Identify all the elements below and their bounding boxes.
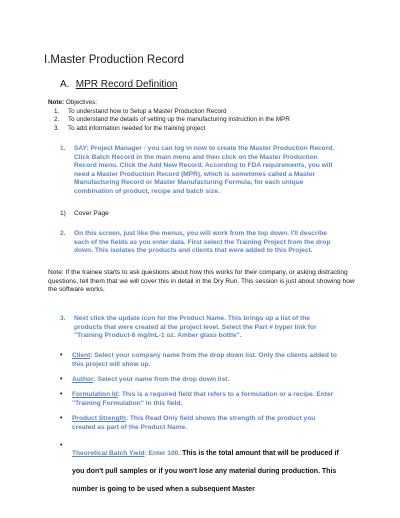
- field-label-formulation-id: Formulation Id: [72, 391, 118, 398]
- bullet-description: : This Read Only field shows the strength of the product you created as part of the Product Name.: [72, 415, 316, 431]
- bullet-lead: : Enter 100.: [144, 450, 181, 457]
- objective-text: To understand how to Setup a Master Production Record: [68, 108, 227, 115]
- bullet-text: [72, 391, 340, 408]
- section-heading: [60, 79, 178, 90]
- objective-number: 1.: [54, 108, 60, 115]
- objective-item: [48, 108, 290, 116]
- objective-text: To add information needed for the training project: [68, 124, 206, 132]
- note-text: Objectives:: [64, 99, 97, 106]
- objective-number: 3.: [54, 124, 60, 132]
- bullet-theoretical-batch-yield: [60, 442, 340, 496]
- bullet-description: This is the total amount that will be produced if you don't pull samples or if you won't lose any material during production. This number is going to be used when a subsequent Master: [72, 450, 339, 493]
- objective-item: [48, 125, 290, 133]
- cover-page-item: [60, 210, 109, 219]
- trainee-note: Note: If the trainee starts to ask questions about how this works for their company, or asking distracting questions, tell them that we will cover this in detail in the Dry Run. This session is just about showing how the software works.: [48, 269, 355, 294]
- bullet-author: [60, 376, 340, 385]
- step-1: [60, 145, 337, 197]
- field-label-product-strength: Product Strength: [72, 415, 126, 422]
- objective-text: To understand the details of setting up the manufacturing instruction in the MPR: [68, 116, 290, 124]
- step-text: SAY: Project Manager - you can log in now to create the Master Production Record. Click Batch Record in the main menu and then click on the Master Production Record menu. Click the Add New Record. According to FDA requirements, you will need a Master Production Record (MPR), which is sometimes called a Master Manufacturing Record or Master Manufacturing Formula, for each unique combination of product, recipe and batch size.: [74, 145, 335, 195]
- field-label-client: Client: [72, 352, 91, 359]
- section-title: MPR Record Definition: [75, 79, 178, 90]
- step-3: [60, 315, 337, 341]
- note-objectives: [48, 99, 97, 107]
- bullet-description: : Select your name from the drop down list.: [93, 376, 230, 383]
- objective-item: [48, 116, 290, 124]
- bullet-glyph: •: [60, 352, 63, 359]
- bullet-glyph: •: [60, 442, 63, 449]
- bullet-product-strength: [60, 415, 340, 432]
- bullet-description: : This is a required field that refers to a formulation or a recipe. Enter "Training Formulation" in this field.: [72, 391, 334, 407]
- bullet-formulation-id: [60, 391, 340, 408]
- bullet-glyph: •: [60, 415, 63, 422]
- step-number: 1.: [60, 145, 66, 152]
- bullet-glyph: •: [60, 391, 63, 398]
- bullet-description: : Select your company name from the drop down list. Only the clients added to this project will show up.: [72, 352, 337, 368]
- bullet-text: [72, 415, 340, 432]
- step-2: [60, 230, 337, 256]
- field-label-author: Author: [72, 376, 94, 383]
- cover-page-number: 1): [60, 210, 66, 217]
- note-label: Note:: [48, 99, 65, 106]
- step-number: 2.: [60, 230, 66, 237]
- field-label-theoretical-batch-yield: Theoretical Batch Yield: [72, 450, 145, 457]
- section-letter: A.: [60, 79, 70, 90]
- bullet-text: [72, 442, 340, 496]
- objectives-list: [48, 108, 290, 133]
- step-text: Next click the update icon for the Product Name. This brings up a list of the products that were created at the project level. Select the Part # hyper link for "Training Product-6 mg/mL-1 oz. Amber glass bottle".: [74, 315, 317, 340]
- step-number: 3.: [60, 315, 66, 322]
- objective-number: 2.: [54, 116, 60, 124]
- step-text: On this screen, just like the menus, you will work from the top down. I'll describe each of the fields as you enter data. First select the Training Project from the drop down. This isolates the products and clients that were added to this Project.: [74, 230, 331, 255]
- bullet-glyph: •: [60, 376, 63, 383]
- cover-page-label: Cover Page: [74, 210, 109, 217]
- bullet-client: [60, 352, 340, 369]
- bullet-text: [72, 376, 340, 385]
- page-heading: I.Master Production Record: [44, 54, 184, 66]
- bullet-text: [72, 352, 340, 369]
